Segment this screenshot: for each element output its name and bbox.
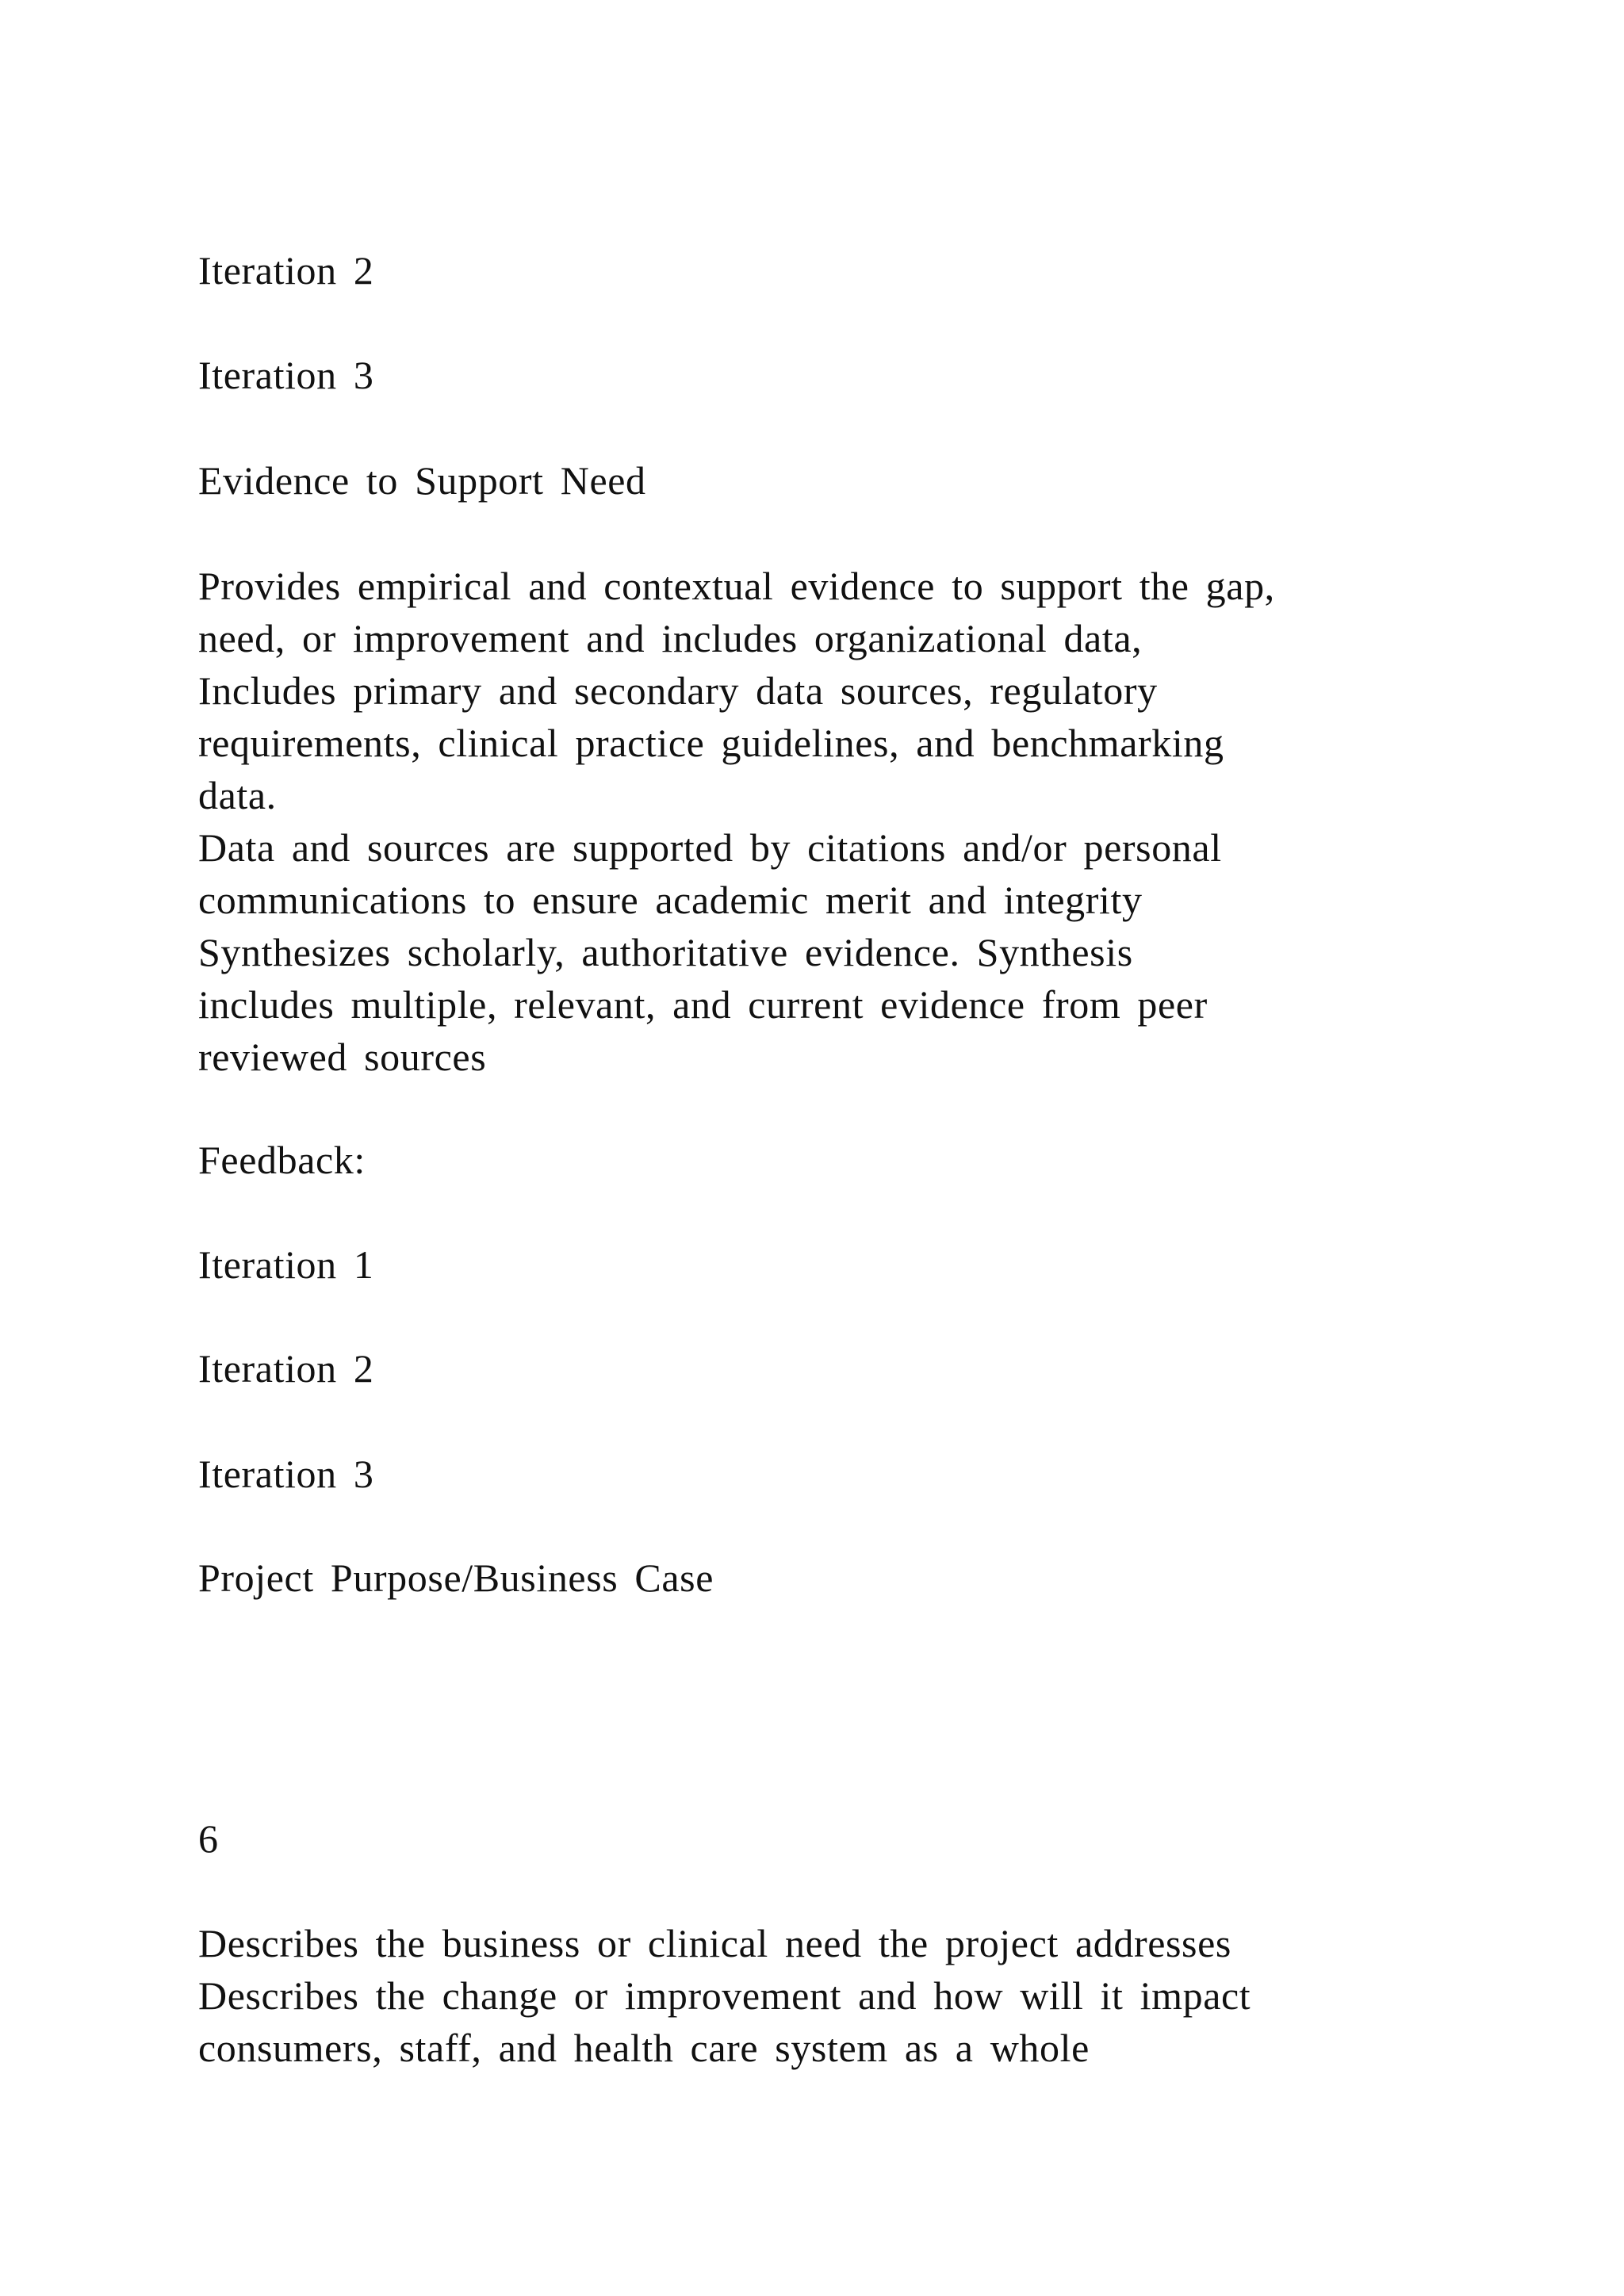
evidence-line-8: Synthesizes scholarly, authoritative evidence. Synthesis xyxy=(198,930,1133,974)
evidence-line-4: requirements, clinical practice guidelines, and benchmarking xyxy=(198,721,1224,765)
purpose-line-2: Describes the change or improvement and how will it impact xyxy=(198,1973,1251,2018)
purpose-line-3: consumers, staff, and health care system as a whole xyxy=(198,2026,1090,2070)
evidence-line-2: need, or improvement and includes organizational data, xyxy=(198,616,1143,660)
evidence-description xyxy=(198,560,1275,1083)
evidence-line-5: data. xyxy=(198,773,277,817)
feedback-label: Feedback: xyxy=(198,1138,366,1182)
evidence-line-1: Provides empirical and contextual evidence to support the gap, xyxy=(198,564,1275,608)
evidence-line-7: communications to ensure academic merit and integrity xyxy=(198,878,1143,922)
iteration-2-label-feedback: Iteration 2 xyxy=(198,1346,374,1391)
score-value: 6 xyxy=(198,1816,219,1861)
iteration-2-label: Iteration 2 xyxy=(198,248,374,293)
evidence-line-6: Data and sources are supported by citations and/or personal xyxy=(198,825,1222,870)
iteration-1-label: Iteration 1 xyxy=(198,1242,374,1287)
iteration-3-label-feedback: Iteration 3 xyxy=(198,1452,374,1496)
evidence-line-9: includes multiple, relevant, and current evidence from peer xyxy=(198,982,1208,1027)
purpose-line-1: Describes the business or clinical need the project addresses xyxy=(198,1921,1231,1965)
evidence-line-10: reviewed sources xyxy=(198,1035,487,1079)
purpose-description xyxy=(198,1917,1251,2074)
iteration-3-label: Iteration 3 xyxy=(198,353,374,397)
project-purpose-heading: Project Purpose/Business Case xyxy=(198,1556,714,1600)
evidence-line-3: Includes primary and secondary data sources, regulatory xyxy=(198,668,1158,713)
evidence-heading: Evidence to Support Need xyxy=(198,458,646,503)
